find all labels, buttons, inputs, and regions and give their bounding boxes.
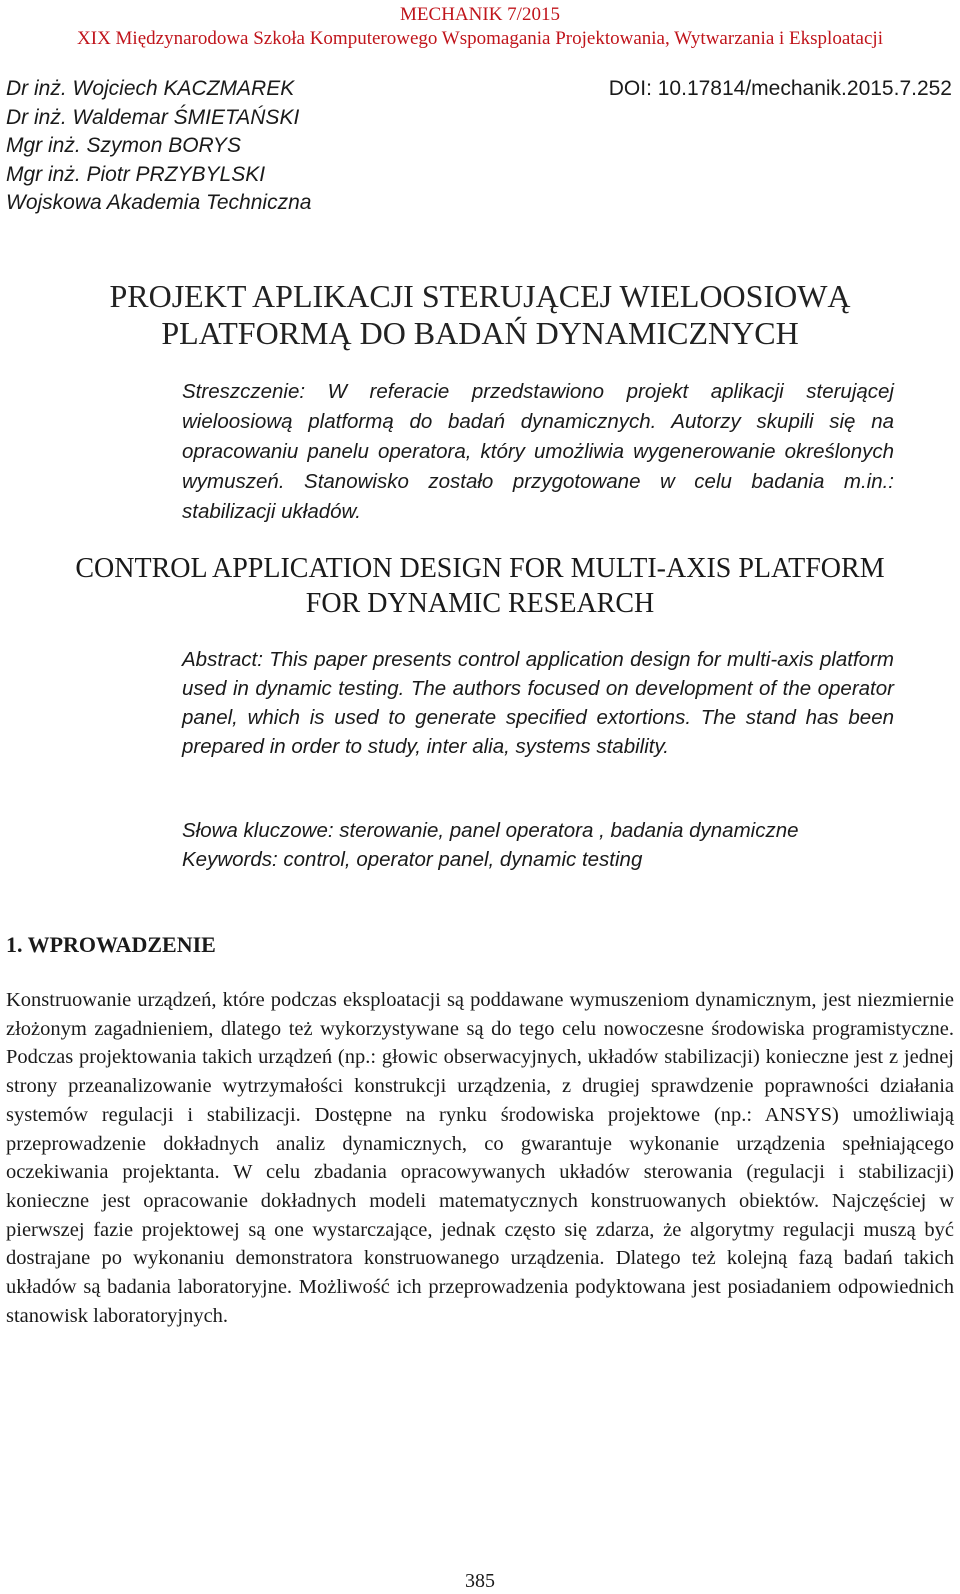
author-affiliation: Wojskowa Akademia Techniczna (6, 191, 312, 215)
paper-title-polish (0, 278, 960, 352)
abstract-polish: Streszczenie: W referacie przedstawiono projekt aplikacji sterującej wieloosiową platformą do badań dynamicznych. Autorzy skupili się na opracowaniu panelu operatora, który umożliwia wygenerowanie określonych wymuszeń. Stanowisko zostało przygotowane w celu badania m.in.: stabilizacji układów. (182, 380, 894, 523)
doi-label: DOI: 10.17814/mechanik.2015.7.252 (608, 77, 952, 100)
title-line: PROJEKT APLIKACJI STERUJĄCEJ WIELOOSIOWĄ (109, 278, 851, 314)
keywords-english: Keywords: control, operator panel, dynamic testing (182, 848, 643, 871)
title-line: CONTROL APPLICATION DESIGN FOR MULTI-AXIS PLATFORM (75, 553, 885, 584)
author-list (6, 75, 311, 218)
author-name: Mgr inż. Szymon BORYS (6, 134, 241, 158)
keywords-polish: Słowa kluczowe: sterowanie, panel operatora , badania dynamiczne (182, 819, 799, 842)
title-line: FOR DYNAMIC RESEARCH (305, 588, 655, 619)
author-name: Mgr inż. Piotr PRZYBYLSKI (6, 162, 266, 186)
abstract-english: Abstract: This paper presents control application design for multi-axis platform used in dynamic testing. The authors focused on development of the operator panel, which is used to generate specified extortions. The stand has been prepared in order to study, inter alia, systems stability. (182, 648, 894, 758)
section-heading: 1. WPROWADZENIE (6, 932, 216, 957)
conference-header: XIX Międzynarodowa Szkoła Komputerowego Wspomagania Projektowania, Wytwarzania i Eksploatacji (77, 28, 883, 49)
author-name: Dr inż. Waldemar ŚMIETAŃSKI (6, 105, 300, 129)
author-name: Dr inż. Wojciech KACZMAREK (6, 77, 295, 100)
journal-header: MECHANIK 7/2015 (400, 4, 560, 25)
paper-title-english (0, 551, 960, 621)
page-number: 385 (465, 1570, 495, 1592)
title-line: PLATFORMĄ DO BADAŃ DYNAMICZNYCH (161, 315, 799, 351)
body-paragraph: Konstruowanie urządzeń, które podczas eksploatacji są poddawane wymuszeniom dynamicznym, jest niezmiernie złożonym zagadnieniem, dlatego też wykorzystywane są do tego celu nowoczesne środowiska programistyczne. Podczas projektowania takich urządzeń (np.: głowic obserwacyjnych, układów stabilizacji) konieczne jest z jednej strony przeanalizowanie wytrzymałości konstrukcji urządzenia, z drugiej sprawdzenie poprawności działania systemów regulacji i stabilizacji. Dostępne na rynku środowiska projektowe (np.: ANSYS) umożliwiają przeprowadzenie dokładnych analiz dynamicznych, co gwarantuje wykonanie urządzenia spełniającego oczekiwania projektanta. W celu zbadania opracowywanych układów sterowania (regulacji i stabilizacji) konieczne jest opracowanie dokładnych modeli matematycznych konstruowanych obiektów. Najczęściej w pierwszej fazie projektowej są one wystarczające, jednak często się zdarza, że algorytmy regulacji muszą być dostrajane po wykonaniu demonstratora konstruowanego urządzenia. Dlatego też kolejną fazą badań takich układów są badania laboratoryjne. Możliwość ich przeprowadzenia podyktowana jest posiadaniem odpowiednich stanowisk laboratoryjnych. (6, 989, 954, 1327)
keywords-block (182, 816, 922, 874)
